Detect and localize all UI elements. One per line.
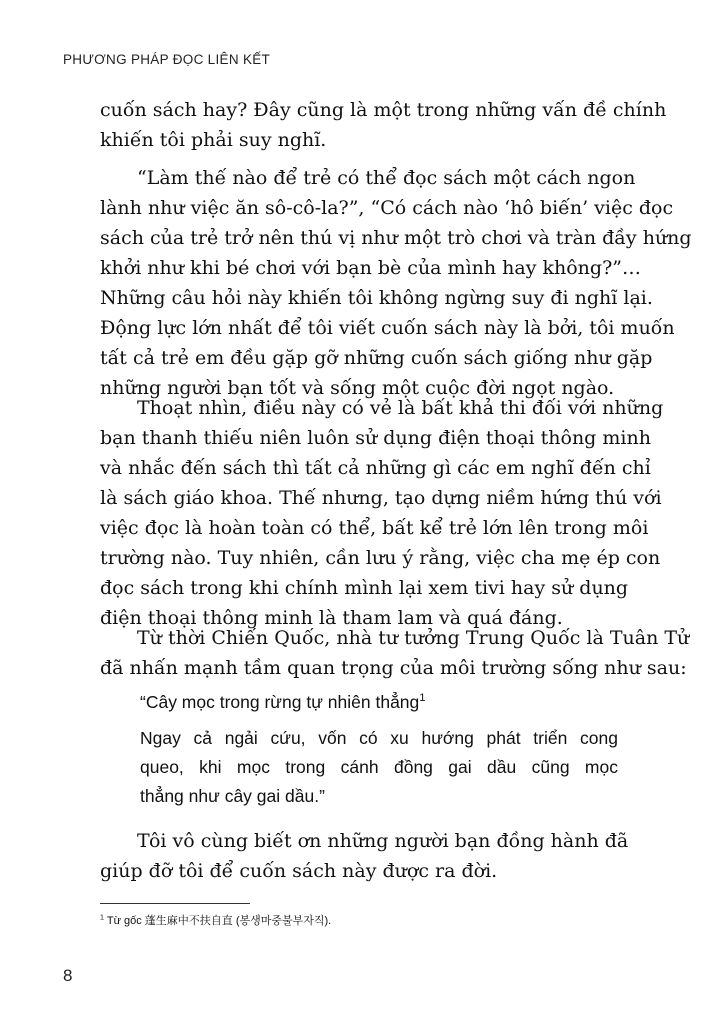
closing-paragraph xyxy=(100,826,629,886)
text-line: giúp đỡ tôi để cuốn sách này được ra đời. xyxy=(100,860,498,882)
text-line: Từ thời Chiến Quốc, nhà tư tưởng Trung Quốc là Tuân Tử xyxy=(137,627,690,649)
paragraph-4 xyxy=(100,623,690,683)
footnote-divider xyxy=(100,903,250,904)
footnote-text: Từ gốc 蓬生麻中不扶自直 (봉생마중불부자직). xyxy=(106,915,332,927)
footnote-reference[interactable]: 1 xyxy=(419,692,426,705)
quote-line: queo, khi mọc trong cánh đồng gai dầu cũng mọc xyxy=(140,757,618,777)
text-line: sách của trẻ trở nên thú vị như một trò chơi và tràn đầy hứng xyxy=(100,227,692,249)
quote-line: Ngay cả ngải cứu, vốn có xu hướng phát triển cong xyxy=(140,728,618,748)
text-line: lành như việc ăn sô-cô-la?”, “Có cách nào ‘hô biến’ việc đọc xyxy=(100,197,674,219)
text-line: điện thoại thông minh là tham lam và quá đáng. xyxy=(100,607,563,629)
text-line: những người bạn tốt và sống một cuộc đời ngọt ngào. xyxy=(100,377,615,399)
footnote xyxy=(100,912,331,928)
text-line: Động lực lớn nhất để tôi viết cuốn sách này là bởi, tôi muốn xyxy=(100,317,675,339)
text-line: tất cả trẻ em đều gặp gỡ những cuốn sách giống như gặp xyxy=(100,347,653,369)
text-line: trường nào. Tuy nhiên, cần lưu ý rằng, việc cha mẹ ép con xyxy=(100,547,661,569)
quote-line: thẳng như cây gai dầu.” xyxy=(140,786,325,806)
text-line: cuốn sách hay? Đây cũng là một trong những vấn đề chính xyxy=(100,99,667,121)
text-line: khởi như khi bé chơi với bạn bè của mình hay không?”… xyxy=(100,257,641,279)
text-line: đã nhấn mạnh tầm quan trọng của môi trường sống như sau: xyxy=(100,657,687,679)
text-line: Tôi vô cùng biết ơn những người bạn đồng hành đã xyxy=(137,830,629,852)
block-quote xyxy=(140,688,618,811)
text-line: đọc sách trong khi chính mình lại xem tivi hay sử dụng xyxy=(100,577,629,599)
text-line: Những câu hỏi này khiến tôi không ngừng suy đi nghĩ lại. xyxy=(100,287,653,309)
text-line: là sách giáo khoa. Thế nhưng, tạo dựng niềm hứng thú với xyxy=(100,487,662,509)
text-line: việc đọc là hoàn toàn có thể, bất kể trẻ lớn lên trong môi xyxy=(100,517,649,539)
text-line: và nhắc đến sách thì tất cả những gì các em nghĩ đến chỉ xyxy=(100,457,651,479)
paragraph-3 xyxy=(100,393,664,633)
text-line: Thoạt nhìn, điều này có vẻ là bất khả thi đối với những xyxy=(137,397,664,419)
paragraph-1 xyxy=(100,95,667,155)
footnote-marker: 1 xyxy=(100,913,104,922)
text-line: “Làm thế nào để trẻ có thể đọc sách một cách ngon xyxy=(137,167,636,189)
page-number: 8 xyxy=(63,966,73,985)
running-header: PHƯƠNG PHÁP ĐỌC LIÊN KẾT xyxy=(63,52,271,67)
quote-line xyxy=(140,688,618,717)
text-line: bạn thanh thiếu niên luôn sử dụng điện thoại thông minh xyxy=(100,427,651,449)
quote-first-line: “Cây mọc trong rừng tự nhiên thẳng xyxy=(140,692,420,712)
paragraph-2 xyxy=(100,163,692,403)
text-line: khiến tôi phải suy nghĩ. xyxy=(100,129,327,151)
